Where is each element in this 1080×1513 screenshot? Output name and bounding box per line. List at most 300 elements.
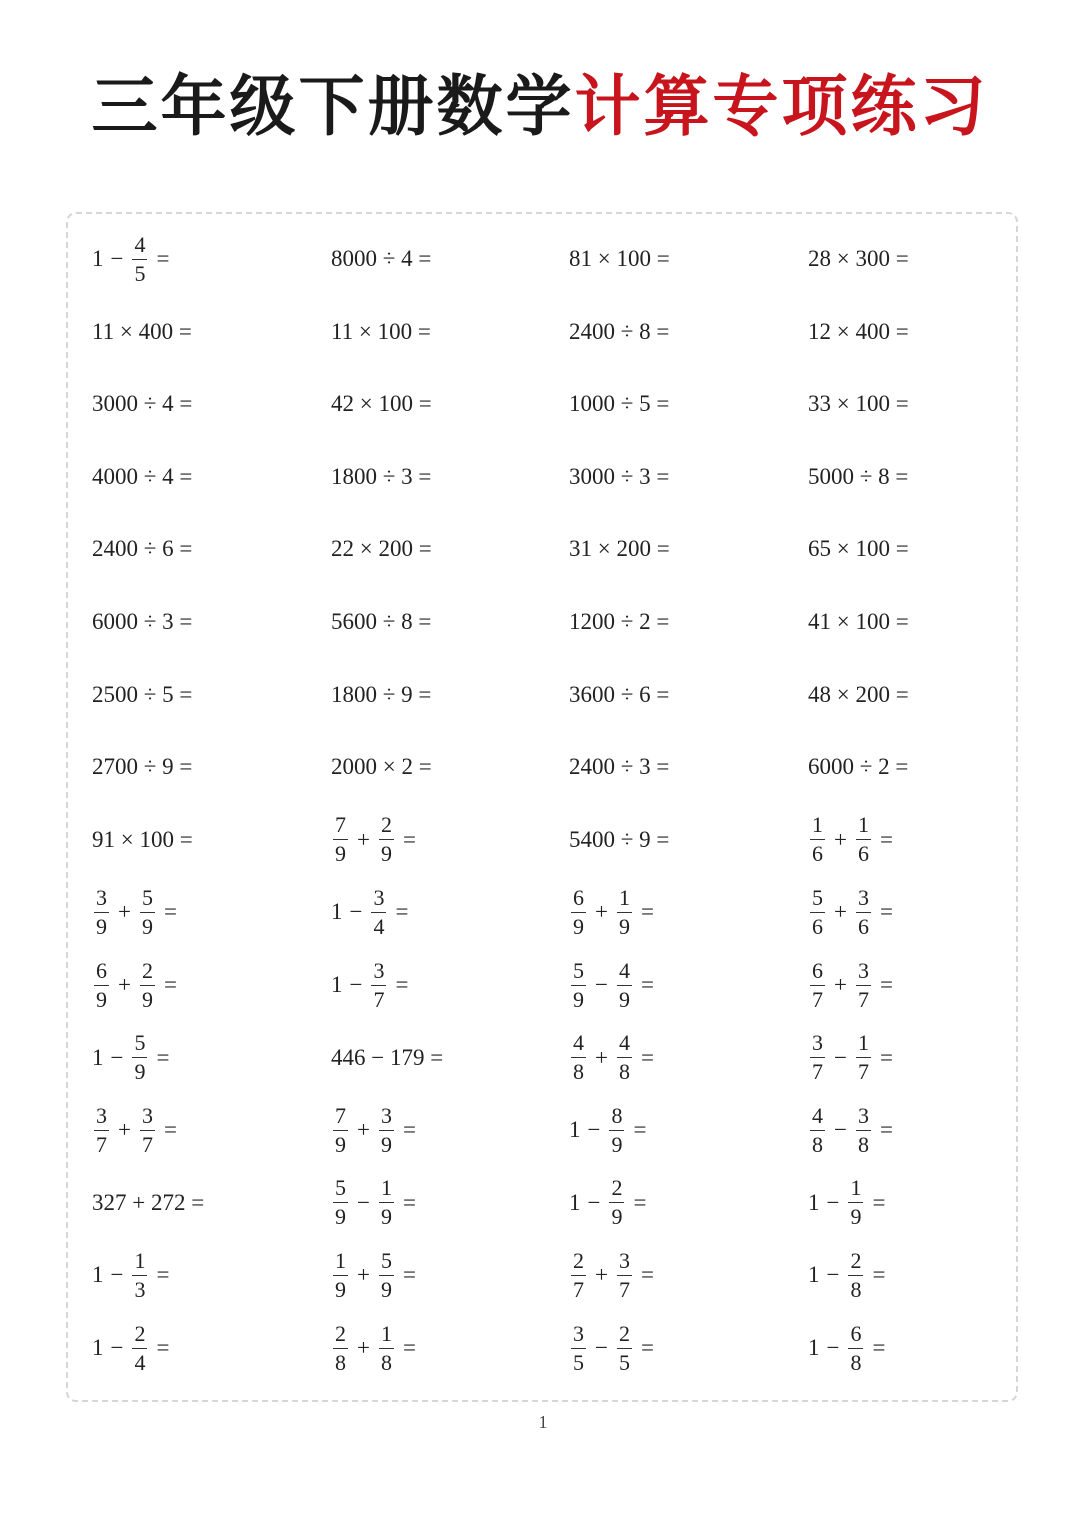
operator: =	[402, 1117, 416, 1143]
problem-r3-c1	[92, 372, 192, 436]
operator: −	[826, 1189, 840, 1215]
problem-r13-c4	[808, 1098, 900, 1162]
fraction-numerator: 1	[848, 1177, 863, 1203]
fraction-denominator: 9	[141, 913, 153, 939]
expression-text: 1800 ÷ 3 =	[331, 463, 432, 489]
fraction	[609, 1177, 624, 1228]
fraction	[132, 1320, 147, 1375]
fraction-numerator: 3	[571, 1323, 586, 1349]
expression-text: 1	[808, 1262, 820, 1288]
fraction	[379, 814, 394, 865]
fraction-denominator: 7	[857, 986, 869, 1012]
fraction	[379, 1320, 394, 1375]
expression-text: 1	[331, 972, 343, 997]
fraction-numerator: 5	[379, 1250, 394, 1276]
operator: =	[163, 972, 177, 997]
problem-r8-c4	[808, 735, 908, 799]
problem-r1-c1	[92, 227, 176, 291]
operator: +	[595, 1262, 608, 1288]
problem-r9-c1	[92, 808, 193, 872]
problem-r9-c3	[569, 808, 669, 872]
operator: +	[595, 899, 608, 925]
problem-r11-c4	[808, 953, 900, 1017]
problem-r6-c3	[569, 590, 669, 654]
problem-r15-c1	[92, 1243, 176, 1307]
problem-r1-c3	[569, 227, 670, 291]
fraction	[856, 957, 871, 1012]
fraction-numerator: 2	[132, 1323, 147, 1349]
problem-r3-c4	[808, 372, 909, 436]
fraction	[856, 1032, 871, 1083]
operator: =	[879, 1044, 893, 1070]
fraction-denominator: 5	[573, 1349, 584, 1375]
operator: =	[395, 972, 409, 997]
fraction	[333, 1247, 348, 1302]
problem-r13-c3	[569, 1098, 653, 1162]
fraction-numerator: 3	[371, 887, 386, 913]
operator: −	[826, 1262, 840, 1288]
operator: +	[357, 1262, 370, 1288]
fraction-denominator: 7	[573, 1276, 584, 1302]
fraction-numerator: 2	[379, 814, 394, 840]
operator: +	[834, 826, 847, 852]
problem-r7-c2	[331, 663, 431, 727]
fraction-denominator: 7	[373, 986, 385, 1012]
operator: =	[633, 1189, 647, 1215]
problem-r12-c1	[92, 1026, 176, 1090]
fraction-numerator: 5	[810, 887, 825, 913]
problem-r14-c3	[569, 1171, 653, 1235]
problem-r16-c2	[331, 1316, 423, 1380]
problem-r14-c1	[92, 1171, 204, 1235]
fraction-denominator: 9	[335, 1204, 346, 1230]
expression-text: 2400 ÷ 3 =	[569, 754, 670, 780]
fraction	[571, 957, 586, 1012]
problem-r2-c4	[808, 300, 909, 364]
expression-text: 1	[92, 1262, 104, 1288]
problem-r2-c1	[92, 300, 192, 364]
fraction-numerator: 4	[571, 1032, 586, 1058]
operator: =	[156, 1335, 170, 1360]
problem-r15-c3	[569, 1243, 661, 1307]
fraction	[609, 1102, 624, 1157]
operator: =	[640, 899, 654, 925]
fraction-numerator: 3	[856, 1105, 871, 1131]
expression-text: 327 + 272 =	[92, 1189, 205, 1215]
expression-text: 1	[808, 1189, 820, 1215]
operator: −	[834, 1117, 847, 1143]
fraction-numerator: 1	[856, 814, 871, 840]
fraction-denominator: 9	[335, 841, 346, 867]
fraction	[333, 814, 348, 865]
fraction	[617, 1247, 632, 1302]
fraction-denominator: 6	[857, 913, 869, 939]
fraction-denominator: 9	[335, 1276, 346, 1302]
fraction-denominator: 9	[573, 913, 584, 939]
operator: −	[110, 1335, 124, 1360]
fraction-denominator: 6	[812, 841, 823, 867]
title-part-red: 计算专项练习	[574, 68, 989, 145]
problem-r13-c2	[331, 1098, 423, 1162]
fraction	[856, 884, 871, 939]
operator: −	[110, 246, 124, 271]
fraction	[810, 1102, 825, 1157]
fraction-numerator: 4	[132, 234, 147, 260]
expression-text: 33 × 100 =	[808, 391, 909, 417]
expression-text: 5400 ÷ 9 =	[569, 826, 670, 852]
operator: +	[118, 899, 131, 925]
fraction	[371, 957, 386, 1012]
fraction-numerator: 5	[132, 1032, 147, 1058]
fraction-denominator: 8	[573, 1059, 584, 1085]
operator: =	[879, 972, 893, 997]
expression-text: 1	[92, 1335, 104, 1360]
fraction-numerator: 7	[333, 1105, 348, 1131]
expression-text: 1000 ÷ 5 =	[569, 391, 670, 417]
problem-r8-c1	[92, 735, 192, 799]
fraction	[571, 1032, 586, 1083]
operator: −	[826, 1335, 840, 1360]
fraction-denominator: 9	[850, 1204, 862, 1230]
fraction	[856, 814, 871, 865]
operator: =	[872, 1335, 886, 1360]
fraction	[140, 957, 155, 1012]
problem-r5-c3	[569, 517, 670, 581]
operator: =	[872, 1262, 886, 1288]
operator: −	[595, 1335, 608, 1360]
fraction-numerator: 7	[333, 814, 348, 840]
operator: −	[834, 1044, 847, 1070]
problem-r9-c4	[808, 808, 900, 872]
fraction-denominator: 8	[850, 1276, 862, 1302]
operator: −	[110, 1262, 124, 1288]
fraction	[140, 1102, 155, 1157]
fraction-numerator: 1	[810, 814, 825, 840]
fraction-denominator: 9	[380, 841, 392, 867]
fraction-numerator: 3	[617, 1250, 632, 1276]
fraction	[617, 957, 632, 1012]
expression-text: 1	[92, 246, 104, 271]
fraction-denominator: 9	[611, 1204, 623, 1230]
fraction	[617, 1032, 632, 1083]
problem-r10-c1	[92, 880, 184, 944]
operator: +	[834, 899, 847, 925]
problem-r4-c3	[569, 445, 669, 509]
problem-r13-c1	[92, 1098, 184, 1162]
expression-text: 6000 ÷ 3 =	[92, 609, 193, 634]
fraction-numerator: 4	[810, 1105, 825, 1131]
fraction-denominator: 8	[812, 1131, 823, 1157]
problem-r12-c4	[808, 1026, 900, 1090]
fraction	[333, 1320, 348, 1375]
fraction	[848, 1247, 863, 1302]
problem-r11-c2	[331, 953, 415, 1017]
fraction	[333, 1177, 348, 1228]
operator: +	[834, 972, 847, 997]
fraction-numerator: 2	[609, 1177, 624, 1203]
expression-text: 41 × 100 =	[808, 609, 909, 634]
operator: =	[402, 826, 416, 852]
problem-r16-c3	[569, 1316, 661, 1380]
expression-text: 2000 × 2 =	[331, 754, 432, 780]
expression-text: 12 × 400 =	[808, 318, 909, 344]
expression-text: 2400 ÷ 8 =	[569, 318, 670, 344]
fraction-denominator: 5	[134, 260, 146, 286]
operator: =	[163, 899, 177, 925]
expression-text: 11 × 400 =	[92, 318, 192, 344]
expression-text: 81 × 100 =	[569, 246, 670, 271]
fraction	[379, 1247, 394, 1302]
operator: =	[402, 1335, 416, 1360]
problem-r10-c4	[808, 880, 900, 944]
problem-r12-c2	[331, 1026, 443, 1090]
operator: −	[595, 972, 608, 997]
expression-text: 5000 ÷ 8 =	[808, 463, 909, 489]
problem-r4-c2	[331, 445, 431, 509]
fraction	[617, 1320, 632, 1375]
fraction-numerator: 3	[140, 1105, 155, 1131]
fraction	[810, 814, 825, 865]
expression-text: 31 × 200 =	[569, 536, 670, 562]
fraction-denominator: 8	[335, 1349, 346, 1375]
fraction-denominator: 9	[380, 1204, 392, 1230]
operator: −	[587, 1189, 601, 1215]
problem-r14-c4	[808, 1171, 892, 1235]
fraction-denominator: 6	[812, 913, 823, 939]
problem-r1-c4	[808, 227, 909, 291]
operator: =	[402, 1189, 416, 1215]
fraction-numerator: 6	[848, 1323, 863, 1349]
operator: −	[349, 899, 363, 925]
problem-r14-c2	[331, 1171, 423, 1235]
fraction-numerator: 1	[132, 1250, 147, 1276]
fraction-denominator: 8	[618, 1059, 630, 1085]
fraction-denominator: 7	[857, 1059, 869, 1085]
fraction-denominator: 5	[618, 1349, 630, 1375]
operator: +	[118, 1117, 131, 1143]
problem-r8-c2	[331, 735, 432, 799]
operator: =	[879, 826, 893, 852]
problem-r7-c1	[92, 663, 192, 727]
fraction-denominator: 8	[857, 1131, 869, 1157]
fraction-numerator: 8	[609, 1105, 624, 1131]
expression-text: 446 − 179 =	[331, 1044, 444, 1070]
expression-text: 8000 ÷ 4 =	[331, 246, 432, 271]
exercise-sheet	[66, 212, 1018, 1402]
fraction-numerator: 3	[371, 960, 386, 986]
problem-r12-c3	[569, 1026, 661, 1090]
fraction-numerator: 1	[379, 1323, 394, 1349]
fraction-numerator: 6	[571, 887, 586, 913]
fraction-numerator: 5	[333, 1177, 348, 1203]
fraction-numerator: 3	[856, 887, 871, 913]
operator: +	[357, 826, 370, 852]
fraction	[94, 957, 109, 1012]
operator: =	[402, 1262, 416, 1288]
problem-r15-c2	[331, 1243, 423, 1307]
problem-r15-c4	[808, 1243, 892, 1307]
fraction-numerator: 3	[379, 1105, 394, 1131]
fraction-denominator: 9	[335, 1131, 346, 1157]
fraction-denominator: 9	[380, 1276, 392, 1302]
fraction	[810, 1032, 825, 1083]
expression-text: 3000 ÷ 4 =	[92, 391, 193, 417]
fraction-numerator: 1	[379, 1177, 394, 1203]
operator: =	[156, 246, 170, 271]
fraction-denominator: 8	[380, 1349, 392, 1375]
problem-r4-c4	[808, 445, 908, 509]
fraction-numerator: 5	[571, 960, 586, 986]
fraction-denominator: 7	[812, 1059, 823, 1085]
problem-r4-c1	[92, 445, 192, 509]
operator: =	[640, 972, 654, 997]
fraction-denominator: 7	[96, 1131, 107, 1157]
expression-text: 11 × 100 =	[331, 318, 431, 344]
fraction-denominator: 9	[96, 986, 107, 1012]
expression-text: 91 × 100 =	[92, 826, 193, 852]
fraction-numerator: 2	[848, 1250, 863, 1276]
fraction-denominator: 9	[618, 913, 630, 939]
page-number: 1	[538, 1412, 548, 1432]
operator: =	[872, 1189, 886, 1215]
problem-r16-c1	[92, 1316, 176, 1380]
expression-text: 1	[569, 1189, 581, 1215]
fraction	[810, 957, 825, 1012]
fraction-numerator: 6	[810, 960, 825, 986]
expression-text: 65 × 100 =	[808, 536, 909, 562]
operator: =	[640, 1335, 654, 1360]
fraction	[371, 884, 386, 939]
operator: +	[595, 1044, 608, 1070]
fraction-denominator: 6	[857, 841, 869, 867]
operator: −	[357, 1189, 370, 1215]
page-title	[0, 62, 1080, 152]
fraction	[848, 1320, 863, 1375]
expression-text: 2500 ÷ 5 =	[92, 681, 193, 707]
fraction	[856, 1102, 871, 1157]
problem-r1-c2	[331, 227, 431, 291]
problem-r7-c3	[569, 663, 669, 727]
problem-r2-c3	[569, 300, 669, 364]
operator: −	[110, 1044, 124, 1070]
expression-text: 48 × 200 =	[808, 681, 909, 707]
problem-r5-c2	[331, 517, 432, 581]
expression-text: 3000 ÷ 3 =	[569, 463, 670, 489]
title-part-black: 三年级下册数学	[91, 68, 575, 145]
problem-r8-c3	[569, 735, 669, 799]
problem-r11-c1	[92, 953, 184, 1017]
fraction-denominator: 4	[373, 913, 385, 939]
fraction-numerator: 2	[617, 1323, 632, 1349]
fraction-numerator: 2	[140, 960, 155, 986]
problem-r6-c1	[92, 590, 192, 654]
expression-text: 28 × 300 =	[808, 246, 909, 271]
fraction-numerator: 3	[94, 887, 109, 913]
fraction	[140, 884, 155, 939]
problem-r5-c4	[808, 517, 909, 581]
problem-r7-c4	[808, 663, 909, 727]
fraction	[379, 1177, 394, 1228]
expression-text: 6000 ÷ 2 =	[808, 754, 909, 780]
fraction	[94, 884, 109, 939]
fraction-denominator: 9	[141, 986, 153, 1012]
fraction	[94, 1102, 109, 1157]
fraction-denominator: 9	[573, 986, 584, 1012]
operator: =	[633, 1117, 647, 1143]
problem-r3-c2	[331, 372, 432, 436]
fraction-numerator: 5	[140, 887, 155, 913]
operator: =	[640, 1044, 654, 1070]
operator: =	[879, 899, 893, 925]
fraction	[848, 1177, 863, 1228]
fraction-numerator: 3	[856, 960, 871, 986]
fraction-denominator: 7	[141, 1131, 153, 1157]
operator: =	[879, 1117, 893, 1143]
fraction-numerator: 4	[617, 1032, 632, 1058]
expression-text: 22 × 200 =	[331, 536, 432, 562]
expression-text: 1	[808, 1335, 820, 1360]
operator: =	[395, 899, 409, 925]
problem-r5-c1	[92, 517, 192, 581]
fraction	[379, 1102, 394, 1157]
fraction-denominator: 7	[812, 986, 823, 1012]
expression-text: 2400 ÷ 6 =	[92, 536, 193, 562]
fraction	[132, 1247, 147, 1302]
fraction	[132, 1032, 147, 1083]
problem-r16-c4	[808, 1316, 892, 1380]
operator: +	[357, 1335, 370, 1360]
fraction-denominator: 4	[134, 1349, 146, 1375]
fraction-denominator: 9	[618, 986, 630, 1012]
fraction-numerator: 2	[333, 1323, 348, 1349]
fraction-denominator: 7	[618, 1276, 630, 1302]
operator: =	[156, 1044, 170, 1070]
fraction-numerator: 4	[617, 960, 632, 986]
fraction-denominator: 9	[134, 1059, 146, 1085]
expression-text: 1	[331, 899, 343, 925]
expression-text: 1200 ÷ 2 =	[569, 609, 670, 634]
fraction	[132, 231, 147, 286]
problem-r10-c3	[569, 880, 661, 944]
fraction	[333, 1102, 348, 1157]
problem-r10-c2	[331, 880, 415, 944]
operator: +	[357, 1117, 370, 1143]
fraction	[571, 1320, 586, 1375]
operator: +	[118, 972, 131, 997]
operator: =	[640, 1262, 654, 1288]
fraction	[617, 884, 632, 939]
fraction-denominator: 8	[850, 1349, 862, 1375]
problem-r9-c2	[331, 808, 423, 872]
expression-text: 1	[569, 1117, 581, 1143]
problem-r6-c2	[331, 590, 431, 654]
problem-r3-c3	[569, 372, 669, 436]
fraction	[571, 884, 586, 939]
fraction-numerator: 3	[810, 1032, 825, 1058]
fraction-numerator: 1	[617, 887, 632, 913]
fraction-numerator: 3	[94, 1105, 109, 1131]
operator: =	[156, 1262, 170, 1288]
expression-text: 42 × 100 =	[331, 391, 432, 417]
operator: −	[349, 972, 363, 997]
operator: =	[163, 1117, 177, 1143]
fraction-denominator: 9	[611, 1131, 623, 1157]
fraction-denominator: 9	[380, 1131, 392, 1157]
expression-text: 1800 ÷ 9 =	[331, 681, 432, 707]
fraction	[571, 1247, 586, 1302]
problem-r11-c3	[569, 953, 661, 1017]
fraction-numerator: 1	[856, 1032, 871, 1058]
